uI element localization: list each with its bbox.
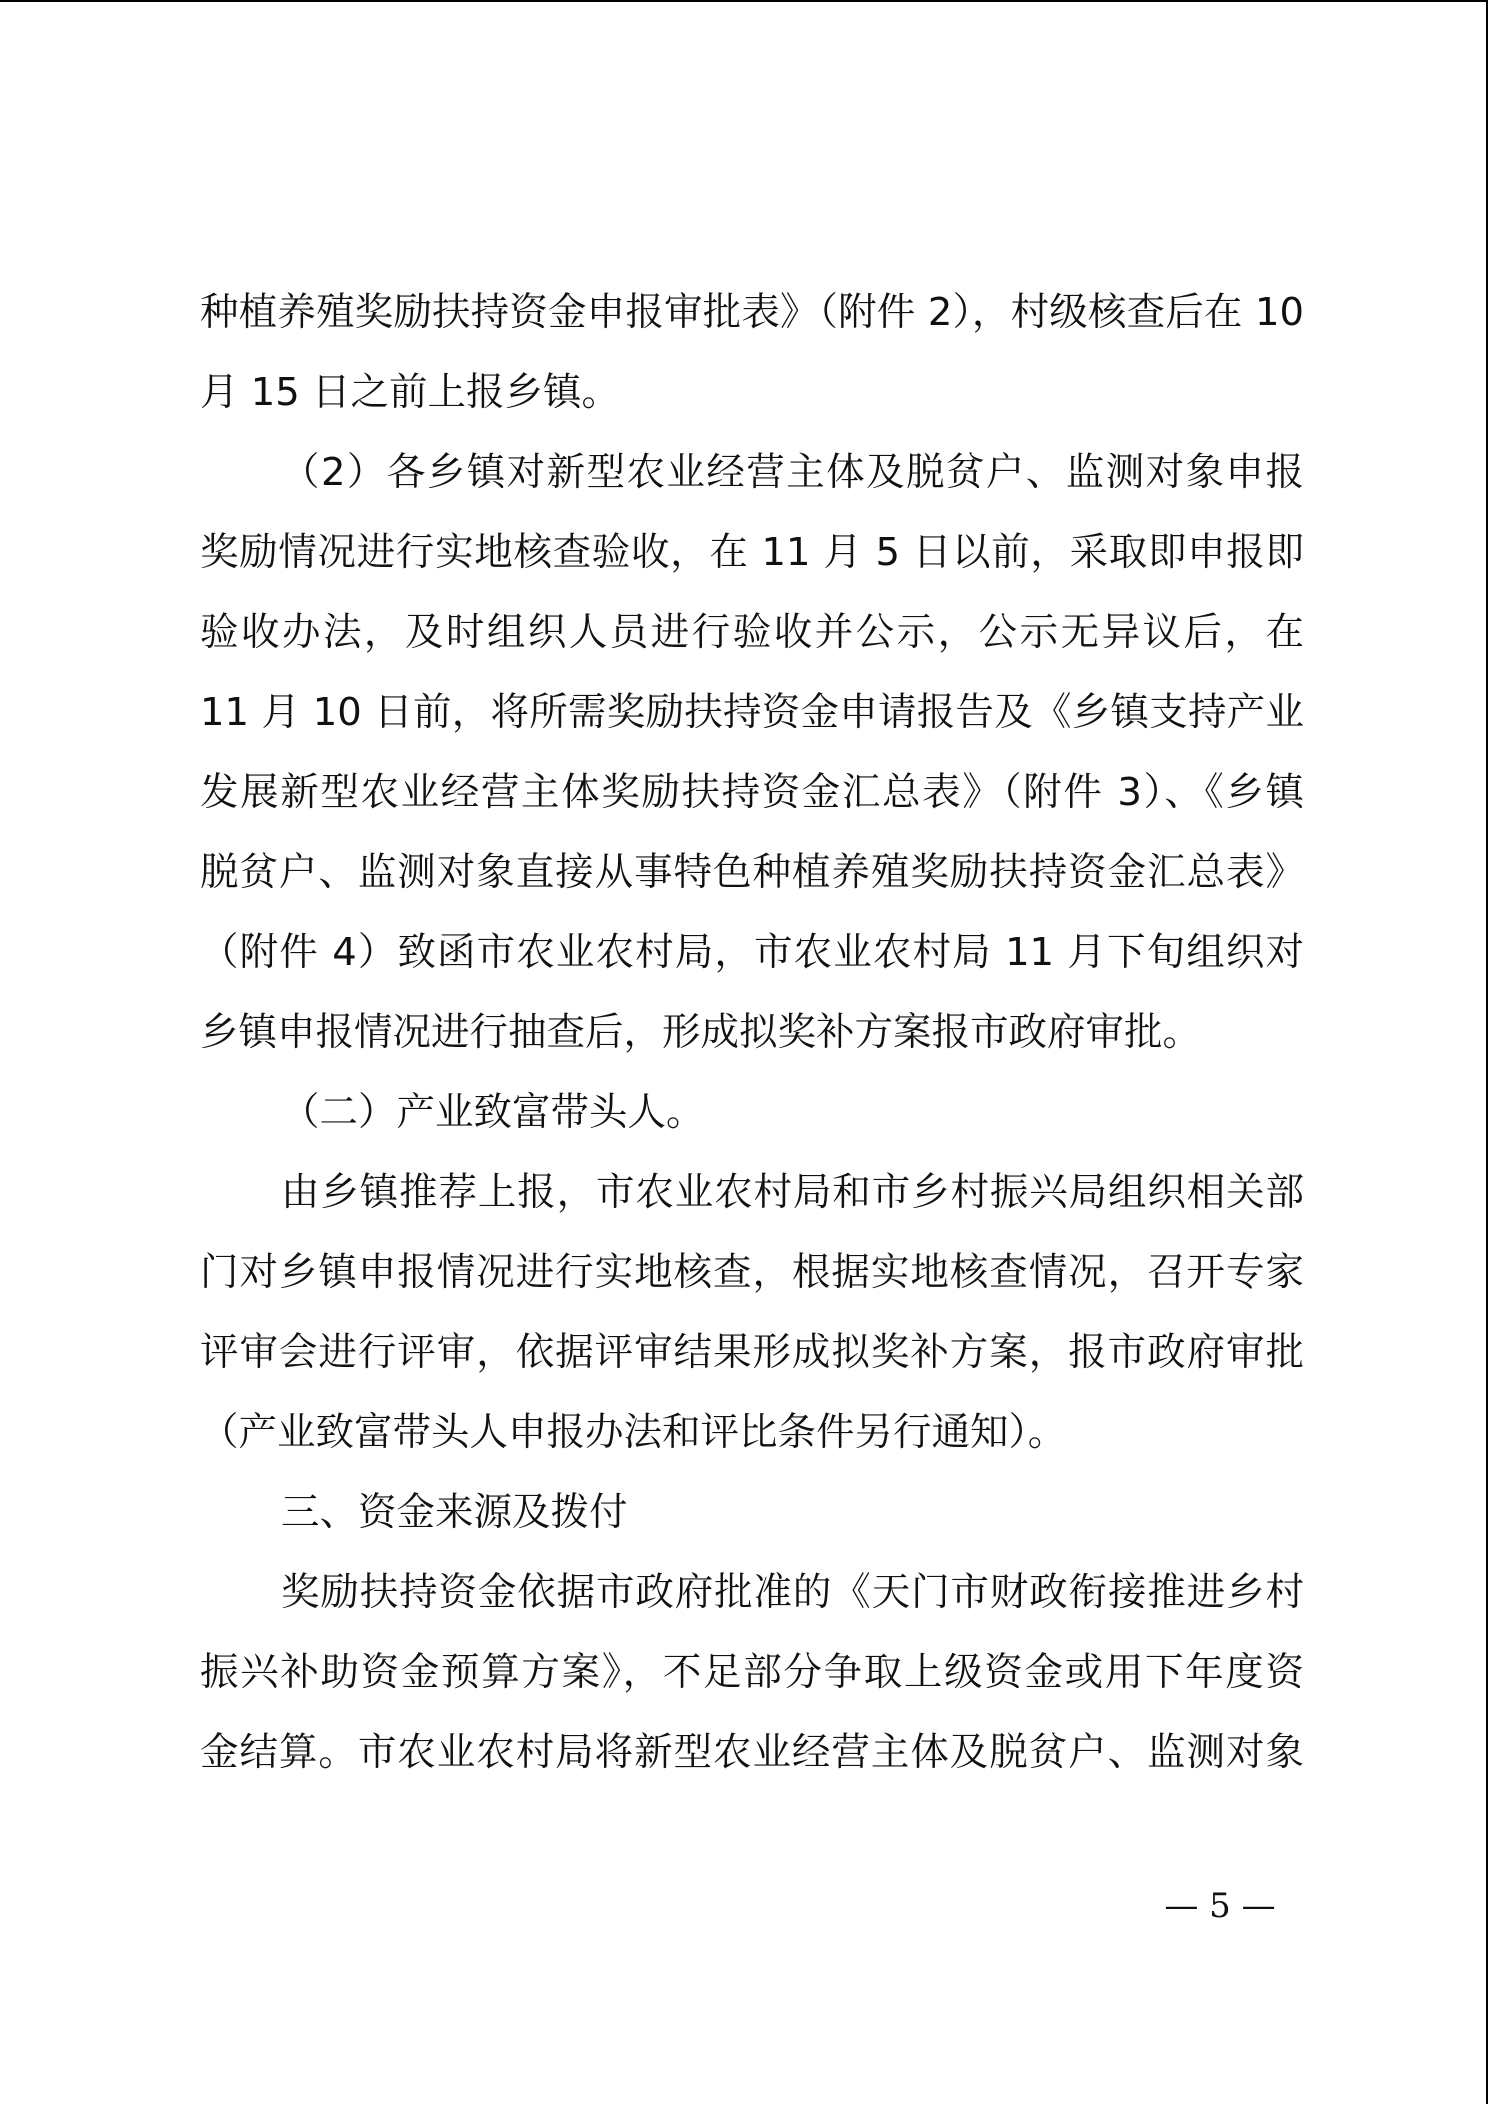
- text-line: 振兴补助资金预算方案》，不足部分争取上级资金或用下年度资: [200, 1650, 1304, 1695]
- text-line: 月 15 日之前上报乡镇。: [200, 370, 620, 415]
- text-line: 脱贫户、监测对象直接从事特色种植养殖奖励扶持资金汇总表》: [200, 850, 1304, 895]
- text-line: 评审会进行评审，依据评审结果形成拟奖补方案，报市政府审批: [200, 1330, 1304, 1375]
- section-heading: （二）产业致富带头人。: [281, 1090, 705, 1135]
- text-line: （附件 4）致函市农业农村局，市农业农村局 11 月下旬组织对: [200, 930, 1304, 975]
- text-line: 金结算。市农业农村局将新型农业经营主体及脱贫户、监测对象: [200, 1730, 1304, 1775]
- section-heading: 三、资金来源及拨付: [281, 1490, 628, 1535]
- text-line: 11 月 10 日前，将所需奖励扶持资金申请报告及《乡镇支持产业: [200, 690, 1304, 735]
- text-line: （产业致富带头人申报办法和评比条件另行通知）。: [200, 1410, 1067, 1455]
- text-line: 发展新型农业经营主体奖励扶持资金汇总表》（附件 3）、《乡镇: [200, 770, 1304, 815]
- text-line: 乡镇申报情况进行抽查后，形成拟奖补方案报市政府审批。: [200, 1010, 1202, 1055]
- page-top-border: [0, 0, 1488, 2]
- text-line: 种植养殖奖励扶持资金申报审批表》（附件 2），村级核查后在 10: [200, 290, 1304, 335]
- text-line: 由乡镇推荐上报，市农业农村局和市乡村振兴局组织相关部: [281, 1170, 1304, 1215]
- page-number: — 5 —: [1164, 1886, 1276, 1926]
- text-line: 奖励扶持资金依据市政府批准的《天门市财政衔接推进乡村: [281, 1570, 1304, 1615]
- text-line: （2）各乡镇对新型农业经营主体及脱贫户、监测对象申报: [281, 450, 1304, 495]
- text-line: 验收办法，及时组织人员进行验收并公示，公示无异议后，在: [200, 610, 1304, 655]
- text-line: 门对乡镇申报情况进行实地核查，根据实地核查情况，召开专家: [200, 1250, 1304, 1295]
- text-line: 奖励情况进行实地核查验收，在 11 月 5 日以前，采取即申报即: [200, 530, 1304, 575]
